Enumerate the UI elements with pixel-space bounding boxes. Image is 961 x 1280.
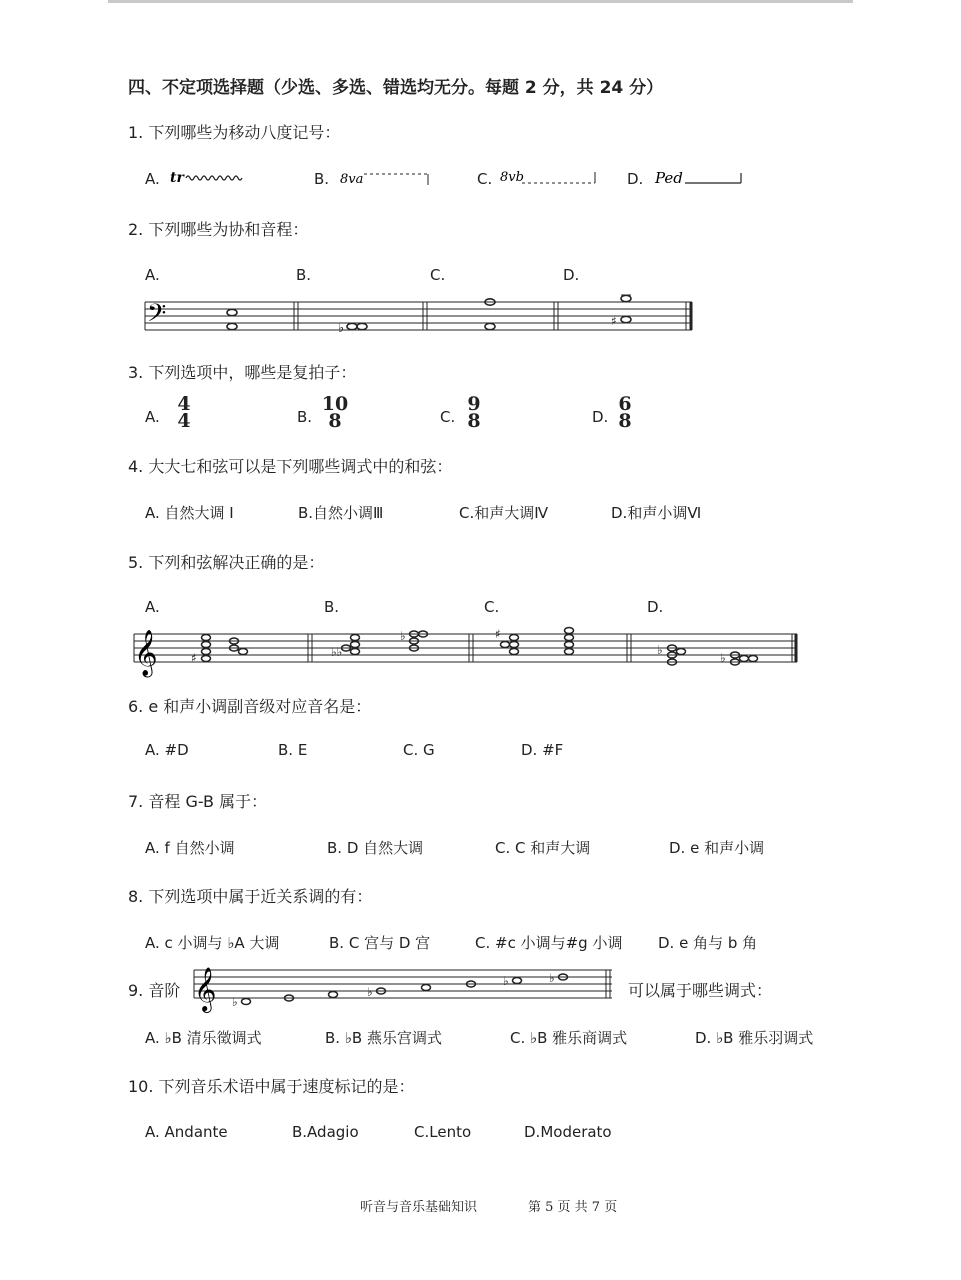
footer-page-number: 第 5 页 共 7 页 — [528, 1200, 618, 1215]
q1-option-c[interactable]: C. — [477, 170, 493, 188]
trill-symbol — [170, 168, 250, 188]
q3-stem: 3. 下列选项中，哪些是复拍子： — [128, 363, 357, 382]
q10-option-b[interactable]: B.Adagio — [292, 1123, 359, 1141]
q2-option-a[interactable]: A. — [145, 266, 160, 284]
q2-bass-staff — [140, 290, 700, 346]
q9-option-c[interactable]: C. ♭B 雅乐商调式 — [510, 1029, 628, 1047]
time-sig-c: 9 8 — [467, 393, 481, 432]
q2-option-d[interactable]: D. — [563, 266, 580, 284]
q1-b-sym: 8va — [340, 172, 364, 187]
q10-option-a[interactable]: A. Andante — [145, 1123, 228, 1141]
q4-option-a[interactable]: A. 自然大调 Ⅰ — [145, 504, 234, 522]
svg-text:♭: ♭ — [503, 974, 509, 988]
q9-option-b[interactable]: B. ♭B 燕乐宫调式 — [325, 1029, 442, 1047]
ottava-alta-symbol — [340, 168, 432, 188]
section-title: 四、不定项选择题（少选、多选、错选均无分。每题 2 分，共 24 分） — [128, 78, 664, 98]
q4-stem: 4. 大大七和弦可以是下列哪些调式中的和弦： — [128, 457, 453, 476]
q8-option-c[interactable]: C. #c 小调与#g 小调 — [475, 934, 623, 952]
q7-stem: 7. 音程 G-B 属于： — [128, 792, 268, 811]
q3-option-d[interactable]: D. — [592, 408, 609, 426]
q10-stem: 10. 下列音乐术语中属于速度标记的是： — [128, 1077, 415, 1096]
svg-text:♯: ♯ — [495, 627, 501, 641]
q8-option-b[interactable]: B. C 宫与 D 宫 — [329, 934, 431, 952]
q5-stem: 5. 下列和弦解决正确的是： — [128, 553, 325, 572]
svg-text:♭: ♭ — [367, 985, 373, 999]
svg-text:♯: ♯ — [611, 314, 617, 328]
q5-option-d[interactable]: D. — [647, 598, 664, 616]
treble-clef-icon: 𝄞 — [134, 630, 158, 676]
svg-text:♭: ♭ — [657, 643, 663, 657]
top-border — [108, 0, 853, 3]
q5-option-b[interactable]: B. — [324, 598, 340, 616]
q9-scale-staff — [190, 960, 620, 1012]
q3-option-b[interactable]: B. — [297, 408, 313, 426]
q1-option-a[interactable]: A. — [145, 170, 160, 188]
q9-option-a[interactable]: A. ♭B 清乐徵调式 — [145, 1029, 262, 1047]
q6-option-d[interactable]: D. #F — [521, 741, 564, 759]
q1-d-sym: Ped — [655, 169, 683, 187]
q5-treble-staff — [130, 618, 802, 680]
q5-option-c[interactable]: C. — [484, 598, 500, 616]
svg-text:♭: ♭ — [400, 629, 406, 643]
q7-option-d[interactable]: D. e 和声小调 — [669, 839, 765, 857]
q4-option-d[interactable]: D.和声小调Ⅵ — [611, 504, 702, 522]
q7-option-b[interactable]: B. D 自然大调 — [327, 839, 424, 857]
q8-option-d[interactable]: D. e 角与 b 角 — [658, 934, 758, 952]
q4-option-b[interactable]: B.自然小调Ⅲ — [298, 504, 384, 522]
time-sig-a: 4 4 — [177, 393, 191, 432]
bass-clef-icon: 𝄢 — [147, 299, 167, 334]
q2-option-c[interactable]: C. — [430, 266, 446, 284]
pedal-symbol — [655, 168, 745, 188]
q9-stem: 9. 音阶 — [128, 981, 181, 1000]
svg-text:♯: ♯ — [191, 651, 197, 665]
q2-stem: 2. 下列哪些为协和音程： — [128, 220, 309, 239]
treble-clef-icon: 𝄞 — [194, 967, 217, 1011]
q9-option-d[interactable]: D. ♭B 雅乐羽调式 — [695, 1029, 814, 1047]
q5-option-a[interactable]: A. — [145, 598, 160, 616]
q7-option-a[interactable]: A. f 自然小调 — [145, 839, 235, 857]
q1-option-d[interactable]: D. — [627, 170, 644, 188]
q3-option-a[interactable]: A. — [145, 408, 160, 426]
svg-text:♭: ♭ — [232, 995, 238, 1009]
svg-text:tr: tr — [170, 170, 184, 186]
q6-stem: 6. e 和声小调副音级对应音名是： — [128, 697, 372, 716]
q3-option-c[interactable]: C. — [440, 408, 456, 426]
time-sig-b: 10 8 — [321, 393, 349, 432]
q10-option-c[interactable]: C.Lento — [414, 1123, 472, 1141]
q1-stem: 1. 下列哪些为移动八度记号： — [128, 123, 341, 142]
svg-text:♭♭: ♭♭ — [331, 645, 343, 659]
q6-option-c[interactable]: C. G — [403, 741, 435, 759]
svg-text:♭: ♭ — [549, 971, 555, 985]
q7-option-c[interactable]: C. C 和声大调 — [495, 839, 591, 857]
q8-option-a[interactable]: A. c 小调与 ♭A 大调 — [145, 934, 280, 952]
q4-option-c[interactable]: C.和声大调Ⅳ — [459, 504, 549, 522]
svg-text:♭: ♭ — [338, 321, 345, 336]
q6-option-a[interactable]: A. #D — [145, 741, 189, 759]
q1-option-b[interactable]: B. — [314, 170, 330, 188]
q1-c-sym: 8vb — [500, 170, 524, 185]
q10-option-d[interactable]: D.Moderato — [524, 1123, 612, 1141]
q8-stem: 8. 下列选项中属于近关系调的有： — [128, 887, 373, 906]
q9-stem-end: 可以属于哪些调式： — [628, 981, 773, 1000]
footer-subject: 听音与音乐基础知识 — [360, 1200, 478, 1215]
ottava-bassa-symbol — [500, 168, 600, 188]
svg-text:♭: ♭ — [720, 651, 726, 665]
q6-option-b[interactable]: B. E — [278, 741, 308, 759]
time-sig-d: 6 8 — [618, 393, 632, 432]
q2-option-b[interactable]: B. — [296, 266, 312, 284]
